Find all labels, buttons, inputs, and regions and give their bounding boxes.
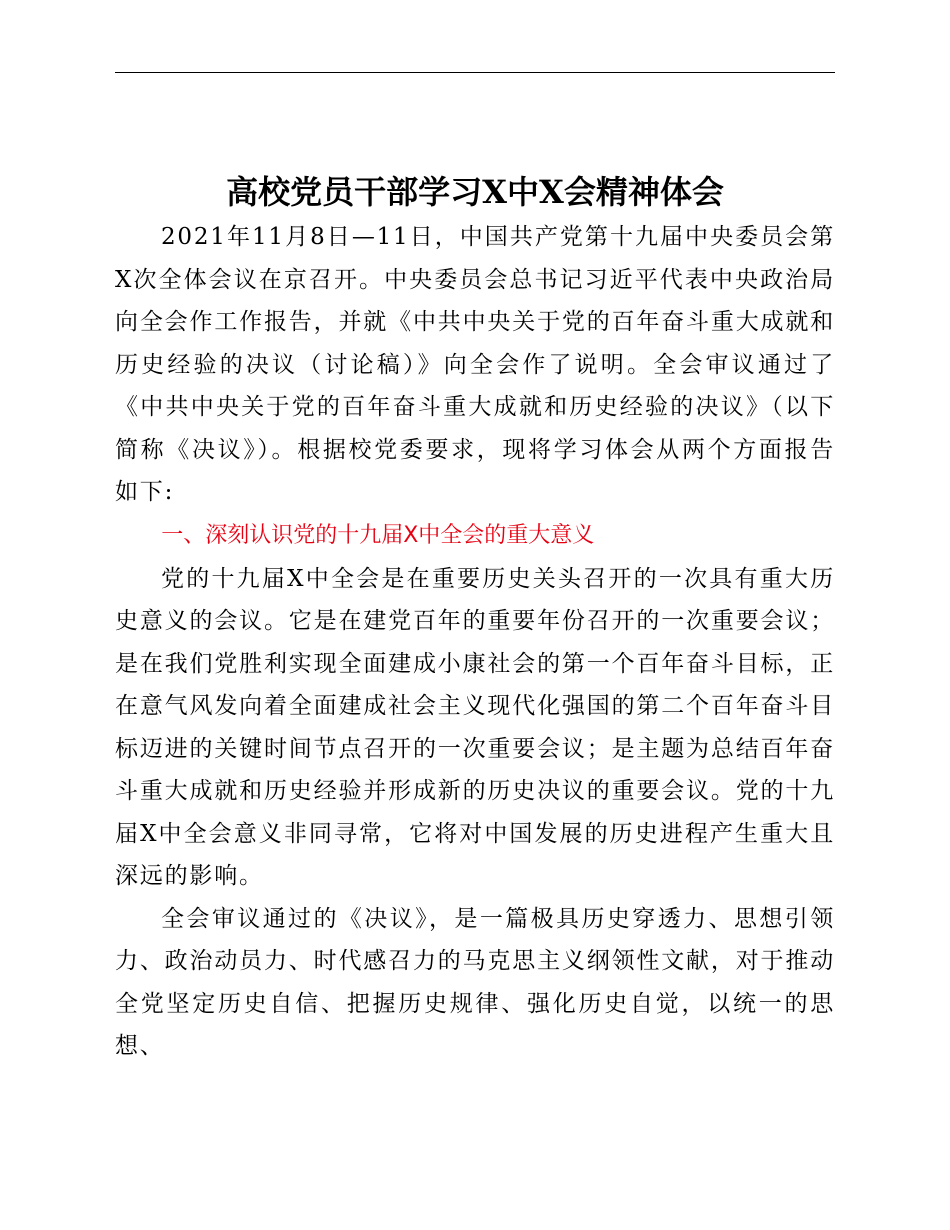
document-title: 高校党员干部学习X中X会精神体会 xyxy=(226,173,724,211)
section-heading: 一、深刻认识党的十九届X中全会的重大意义 xyxy=(161,522,595,548)
header-rule xyxy=(115,72,835,73)
document-body xyxy=(115,216,835,1068)
body-paragraph: 全会审议通过的《决议》，是一篇极具历史穿透力、思想引领力、政治动员力、时代感召力的马克思主义纲领性文献，对于推动全党坚定历史自信、把握历史规律、强化历史自觉，以统一的思想、 xyxy=(115,905,835,1059)
body-paragraph: 党的十九届X中全会是在重要历史关头召开的一次具有重大历史意义的会议。它是在建党百年的重要年份召开的一次重要会议；是在我们党胜利实现全面建成小康社会的第一个百年奋斗目标，正在意气风发向着全面建成社会主义现代化强国的第二个百年奋斗目标迈进的关键时间节点召开的一次重要会议；是主题为总结百年奋斗重大成就和历史经验并形成新的历史决议的重要会议。党的十九届X中全会意义非同寻常，它将对中国发展的历史进程产生重大且深远的影响。 xyxy=(115,565,835,889)
intro-paragraph: 2021年11月8日—11日，中国共产党第十九届中央委员会第X次全体会议在京召开。中央委员会总书记习近平代表中央政治局向全会作工作报告，并就《中共中央关于党的百年奋斗重大成就和历史经验的决议（讨论稿）》向全会作了说明。全会审议通过了《中共中央关于党的百年奋斗重大成就和历史经验的决议》（以下简称《决议》）。根据校党委要求，现将学习体会从两个方面报告如下: xyxy=(115,224,835,505)
